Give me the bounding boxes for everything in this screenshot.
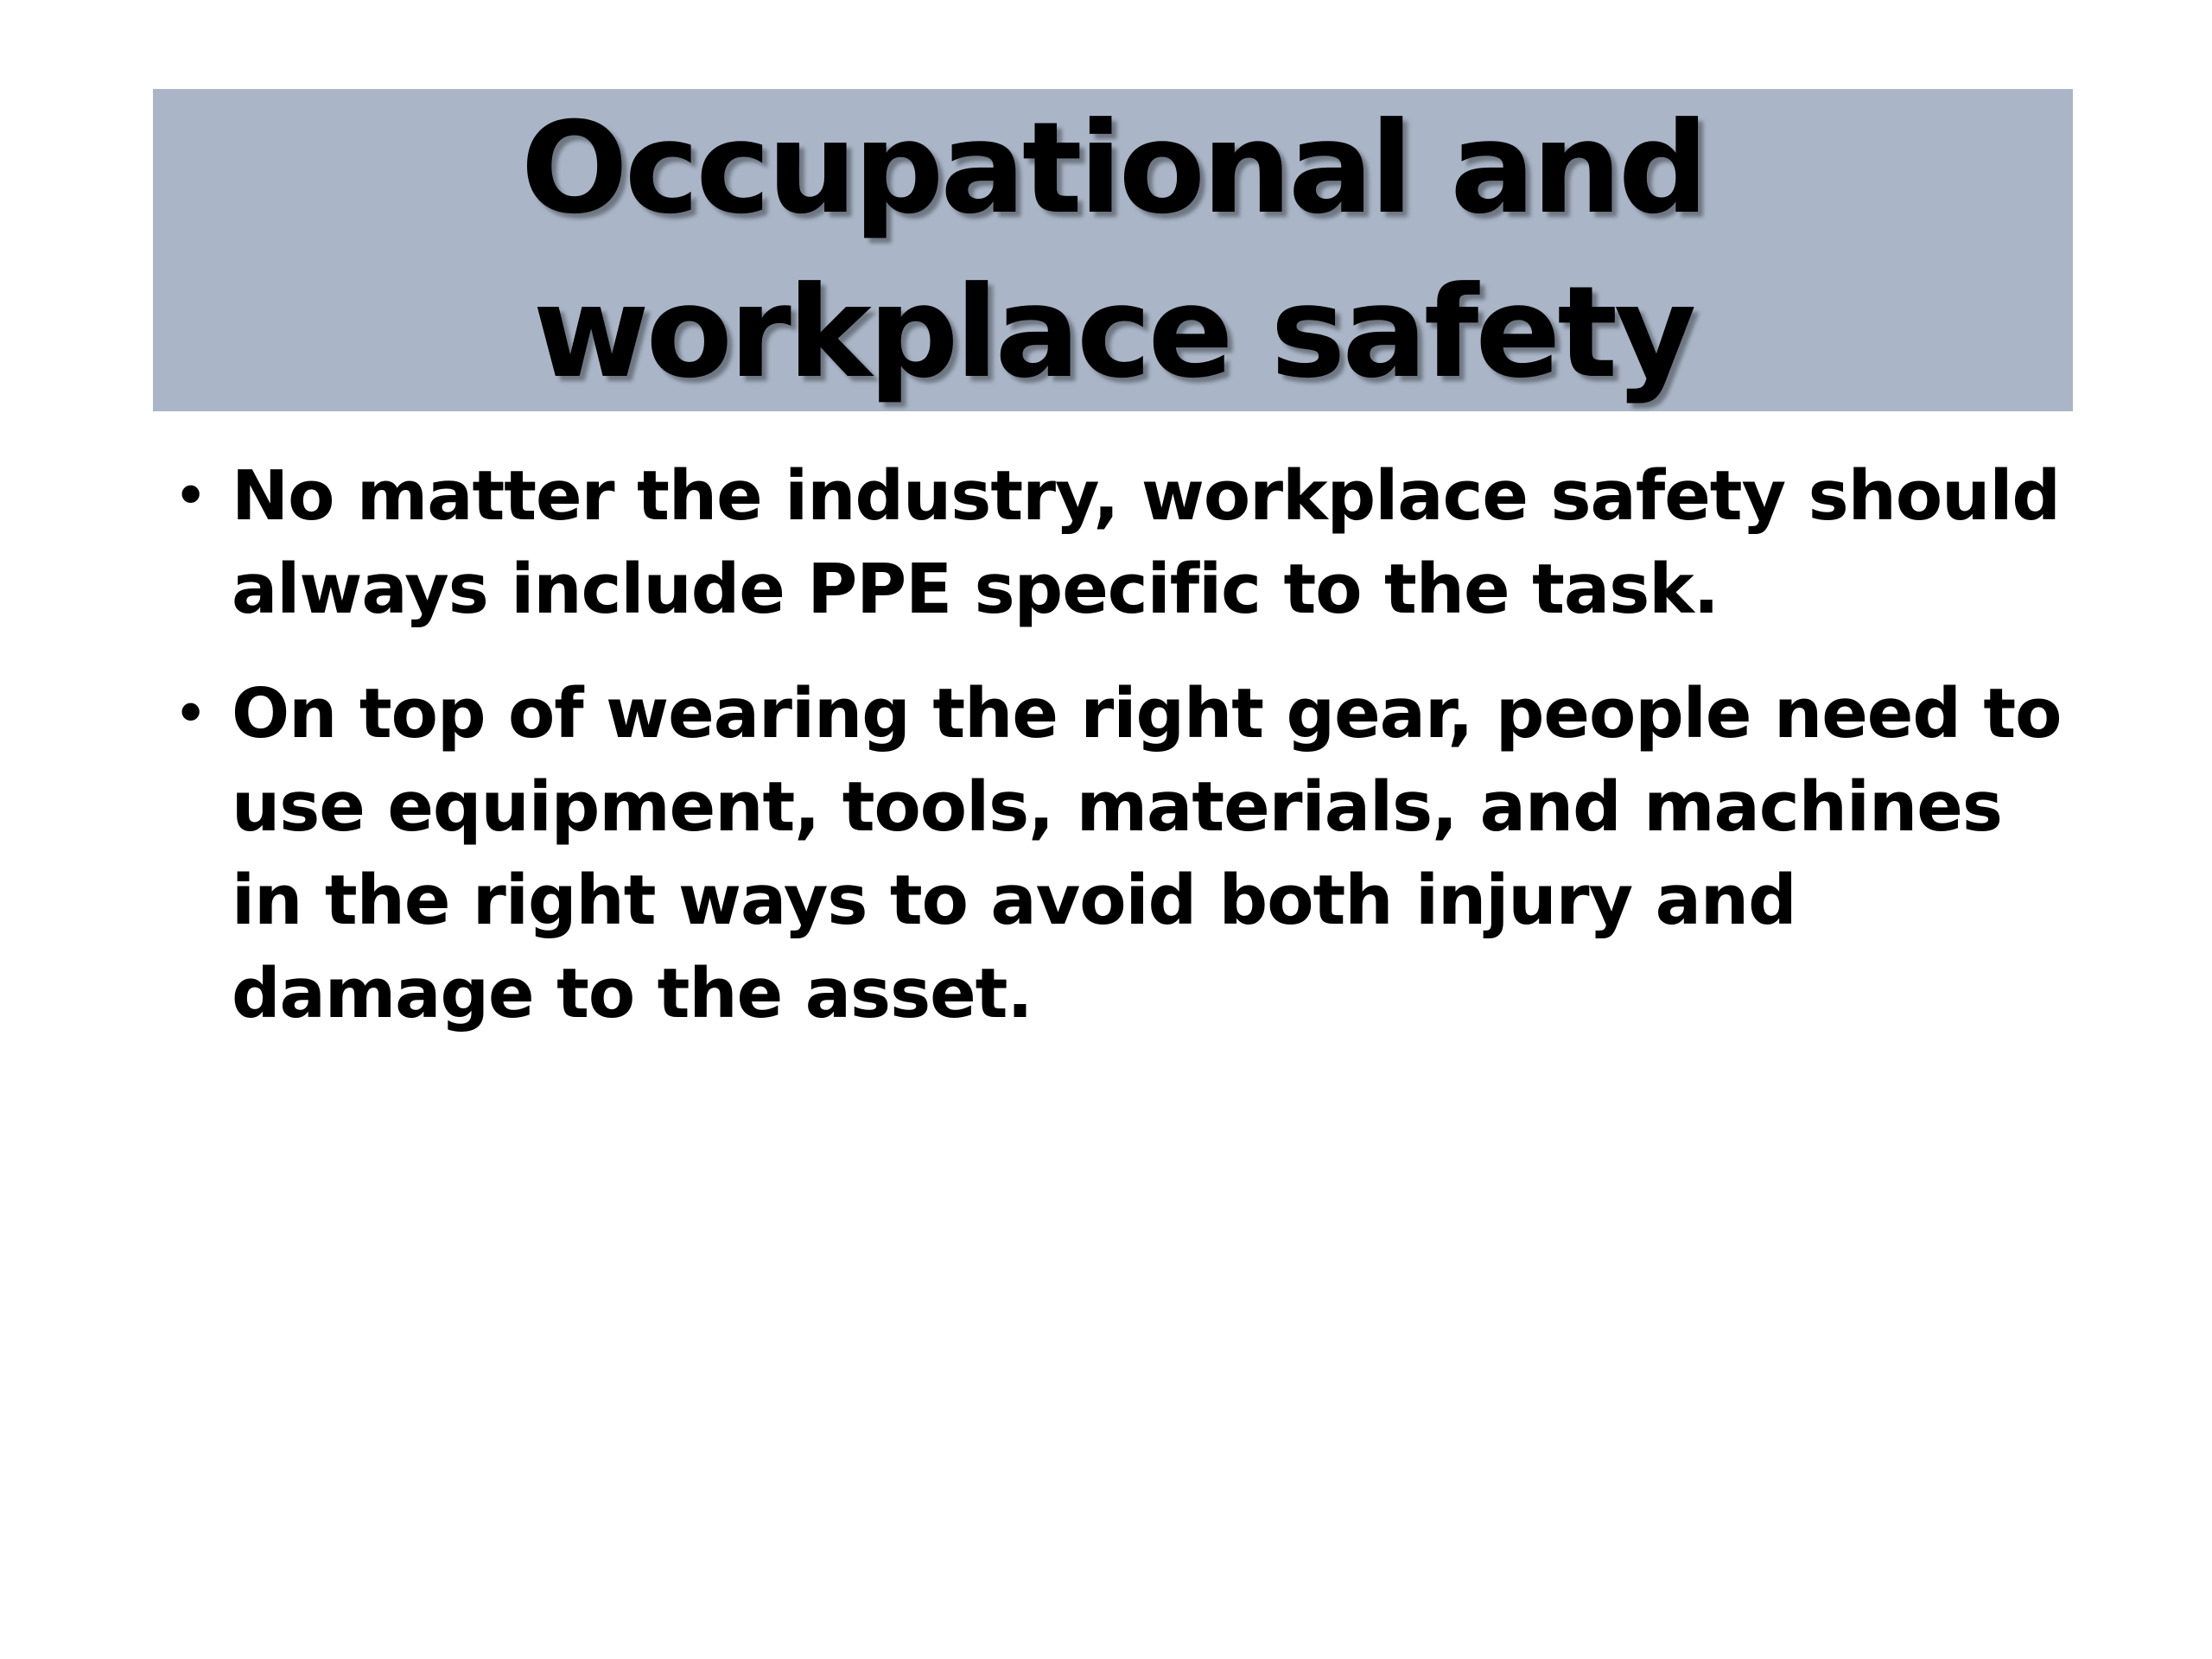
bullet-item	[173, 667, 2074, 1040]
bullet-icon: •	[173, 678, 208, 749]
bullet-item	[173, 449, 2074, 636]
bullet-text: No matter the industry, workplace safety should always include PPE specific to the task.	[232, 456, 2060, 629]
bullet-icon: •	[173, 461, 208, 531]
slide-title: Occupational and workplace safety	[520, 94, 1706, 406]
bullet-list	[173, 449, 2074, 1071]
title-banner	[153, 89, 2073, 411]
bullet-text: On top of wearing the right gear, people need to use equipment, tools, materials, and machines in the right ways to avoid both injury and damage to the asset.	[232, 674, 2062, 1033]
